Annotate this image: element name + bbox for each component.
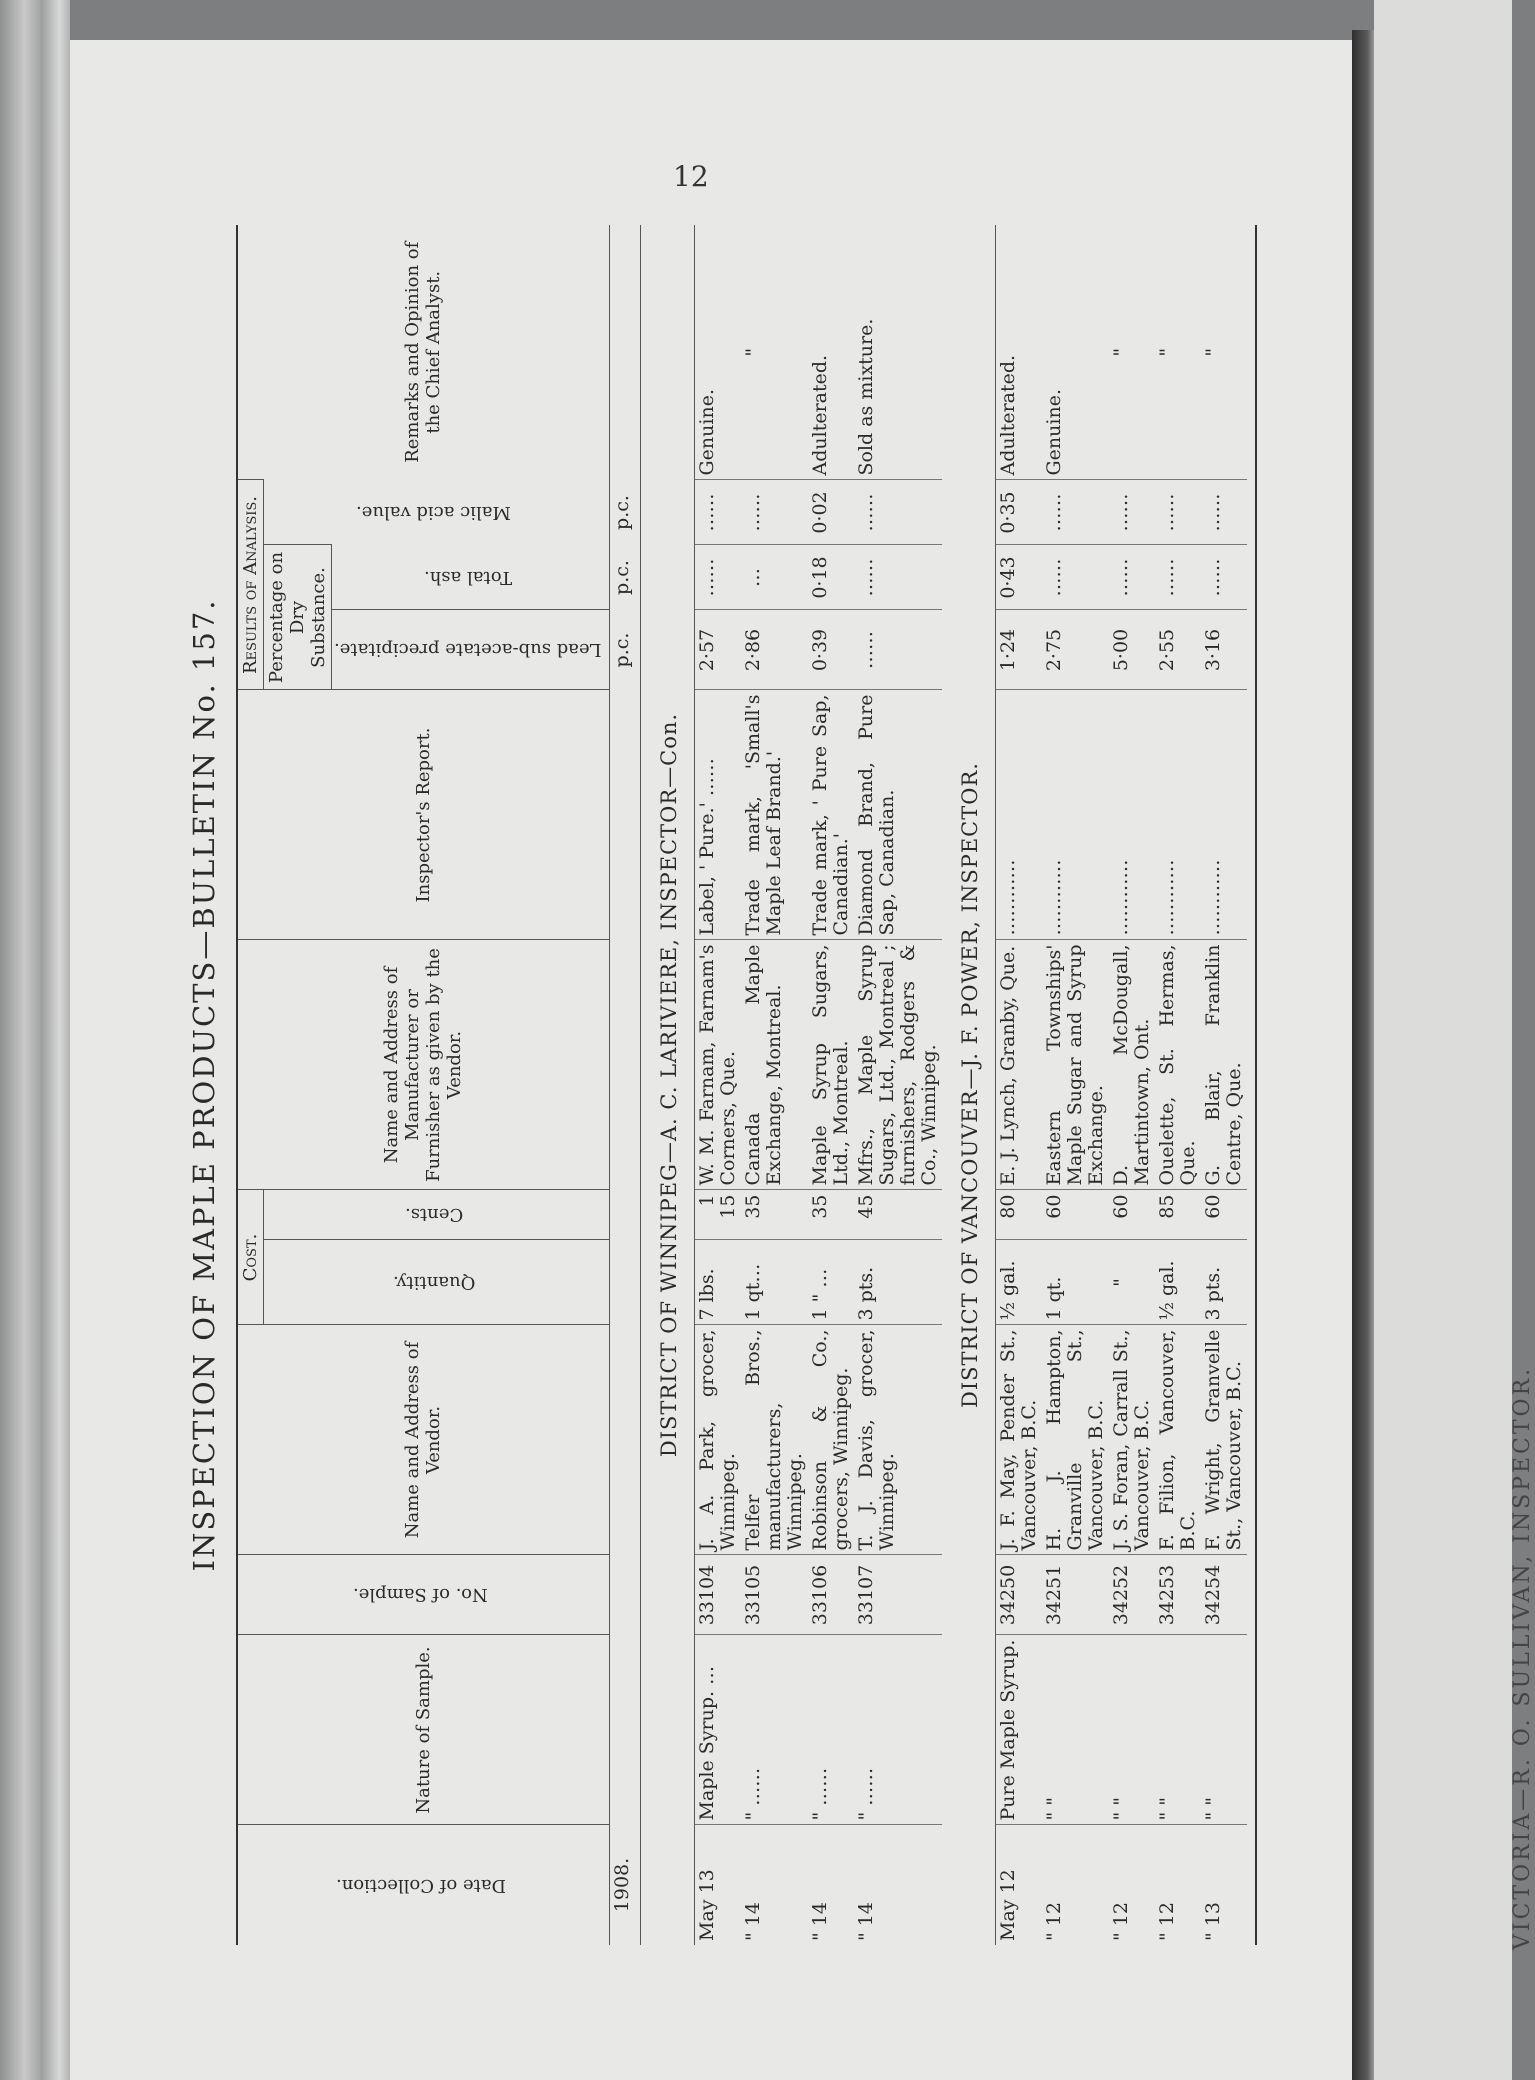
table-row: May 13 Maple Syrup. … 33104 J. A. Park, grocer, Winnipeg. 7 lbs. 1 15 W. M. Farnam, Farnam's Corners, Que. Label, ' Pure.' …… 2·57 …… …… Genuine.	[694, 225, 741, 1945]
table-row: " 14 " …… 33106 Robinson & Co., grocers, Winnipeg. 1 " … 35 Maple Syrup Sugars, Ltd., Montreal. Trade mark, ' Pure Sap, Canadian.' 0·39 0·18 0·02 Adulterated.	[808, 225, 854, 1945]
header-vendor: Name and Address of Vendor.	[238, 1325, 609, 1555]
inspection-table	[236, 225, 1257, 1945]
header-cost: Cost.	[238, 1190, 264, 1325]
district-heading: DISTRICT OF WINNIPEG—A. C. LARIVIERE, INSPECTOR—Con.	[640, 225, 694, 1945]
header-quantity: Quantity.	[264, 1240, 610, 1325]
header-remarks: Remarks and Opinion of the Chief Analyst.	[238, 225, 609, 480]
header-lead: Lead sub-acetate precipitate.	[332, 610, 610, 690]
table-row: " 12 " " 34251 H. J. Hampton, Granville St., Vancouver, B.C. 1 qt. 60 Eastern Townships' Maple Sugar and Syrup Exchange. ………… 2·75 …… …… Genuine.	[1042, 225, 1109, 1945]
table-row: " 14 " …… 33105 Telfer Bros., manufacturers, Winnipeg. 1 qt… 35 Canada Maple Exchange, Montreal. Trade mark, 'Small's Maple Leaf Brand.' 2·86 … …… "	[741, 225, 808, 1945]
header-results: Results of Analysis.	[238, 480, 264, 690]
year-label: 1908.	[609, 1825, 640, 1945]
table-row: May 12 Pure Maple Syrup. 34250 J. F. May, Pender St., Vancouver, B.C. ½ gal. 80 E. J. Lynch, Granby, Que. ………… 1·24 0·43 0·35 Adulterated.	[995, 225, 1042, 1945]
table-row: " 12 " " 34253 F. Filion, Vancouver, B.C. ½ gal. 85 Ouelette, St. Hermas, Que. ………… 2·55 …… …… "	[1155, 225, 1201, 1945]
book-gutter	[1352, 30, 1374, 2080]
header-cents: Cents.	[264, 1190, 610, 1240]
header-sample-no: No. of Sample.	[238, 1555, 609, 1635]
header-nature: Nature of Sample.	[238, 1635, 609, 1825]
table-row: " 14 " …… 33107 T. J. Davis, grocer, Winnipeg. 3 pts. 45 Mfrs., Maple Syrup Sugars, Ltd., Montreal ; furnishers, Rodgers & Co., Winnipeg. Diamond Brand, Pure Sap, Canadian. …… …… …… Sold as mixture.	[854, 225, 942, 1945]
facing-page	[1374, 0, 1512, 2080]
header-percentage: Percentage on Dry Substance.	[264, 545, 332, 690]
rotated-table-block	[180, 225, 1245, 1945]
header-malic: Malic acid value.	[264, 480, 610, 545]
table-row: " 12 " " 34252 J. S. Foran, Carrall St., Vancouver, B.C. " 60 D. McDougall, Martintown, Ont. ………… 5·00 …… …… "	[1109, 225, 1155, 1945]
page-title: INSPECTION OF MAPLE PRODUCTS—BULLETIN No. 157.	[187, 598, 221, 1572]
header-ash: Total ash.	[332, 545, 610, 610]
header-date: Date of Collection.	[238, 1825, 609, 1945]
page-number: 12	[673, 160, 709, 193]
unit-lead: p.c.	[609, 610, 640, 690]
header-report: Inspector's Report.	[238, 690, 609, 940]
book-spine	[0, 0, 70, 2080]
facing-page-header: VICTORIA—R. O. SULLIVAN, INSPECTOR.	[1510, 1365, 1535, 1950]
unit-ash: p.c.	[609, 545, 640, 610]
unit-malic: p.c.	[609, 480, 640, 545]
district-heading: DISTRICT OF VANCOUVER—J. F. POWER, INSPECTOR.	[942, 225, 996, 1945]
header-manufacturer: Name and Address of Manufacturer or Furnisher as given by the Vendor.	[238, 940, 609, 1190]
table-row: " 13 " " 34254 F. Wright, Granvelle St., Vancouver, B.C. 3 pts. 60 G. Blair, Franklin Centre, Que. ………… 3·16 …… …… "	[1201, 225, 1247, 1945]
